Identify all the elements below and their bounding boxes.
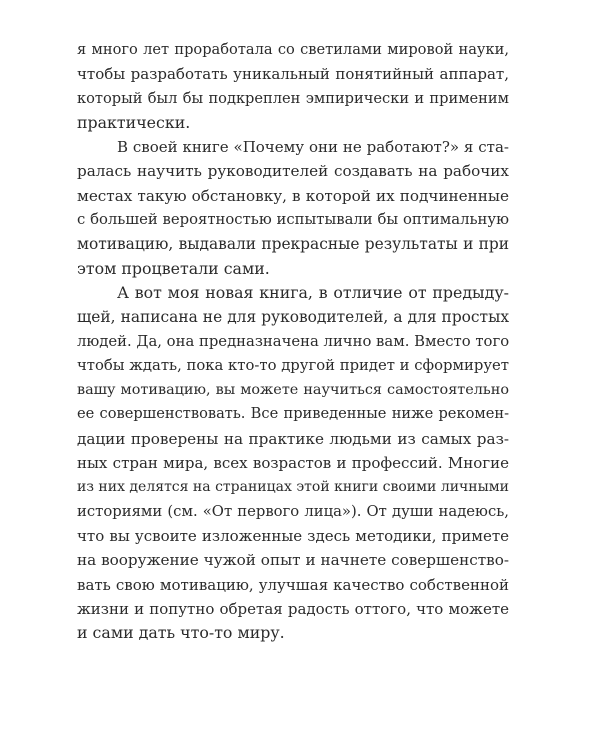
paragraph xyxy=(77,281,509,645)
text-line: ных стран мира, всех возрастов и профессий. Многие xyxy=(77,454,509,473)
text-line: дации проверены на практике людьми из самых раз- xyxy=(77,429,509,448)
text-line: практически. xyxy=(77,112,191,132)
text-line: мотивацию, выдавали прекрасные результаты и при xyxy=(77,235,509,254)
text-line: этом процветали сами. xyxy=(77,258,270,278)
paragraph xyxy=(77,135,509,281)
text-line: историями (см. «От первого лица»). От души надеюсь, xyxy=(77,502,509,520)
text-line: жизни и попутно обретая радость оттого, что можете xyxy=(77,599,509,618)
text-line: местах такую обстановку, в которой их подчиненные xyxy=(77,186,509,205)
text-line: что вы усвоите изложенные здесь методики, примете xyxy=(77,526,509,545)
text-line: А вот моя новая книга, в отличие от предыду- xyxy=(117,282,509,302)
text-line: на вооружение чужой опыт и начнете совершенство- xyxy=(77,551,509,570)
text-line: людей. Да, она предназначена лично вам. Вместо того xyxy=(77,332,509,350)
text-line: В своей книге «Почему они не работают?» я ста- xyxy=(117,138,509,157)
text-line: и сами дать что-то миру. xyxy=(77,623,285,643)
text-line: чтобы ждать, пока кто-то другой придет и сформирует xyxy=(77,356,509,374)
text-line: чтобы разработать уникальный понятийный аппарат, xyxy=(77,65,509,84)
text-line: из них делятся на страницах этой книги своими личными xyxy=(77,479,509,496)
text-line: вать свою мотивацию, улучшая качество собственной xyxy=(77,575,509,594)
text-line: я много лет проработала со светилами мировой науки, xyxy=(77,41,509,58)
text-line: который был бы подкреплен эмпирически и применим xyxy=(77,89,509,107)
text-line: ралась научить руководителей создавать на рабочих xyxy=(77,162,509,181)
text-line: ее совершенствовать. Все приведенные ниже рекомен- xyxy=(77,405,509,423)
paragraph xyxy=(77,38,509,135)
text-line: вашу мотивацию, вы можете научиться самостоятельно xyxy=(77,382,509,399)
text-line: щей, написана не для руководителей, а для простых xyxy=(77,308,509,327)
body-text xyxy=(77,38,509,645)
text-line: с большей вероятностью испытывали бы оптимальную xyxy=(77,211,509,229)
